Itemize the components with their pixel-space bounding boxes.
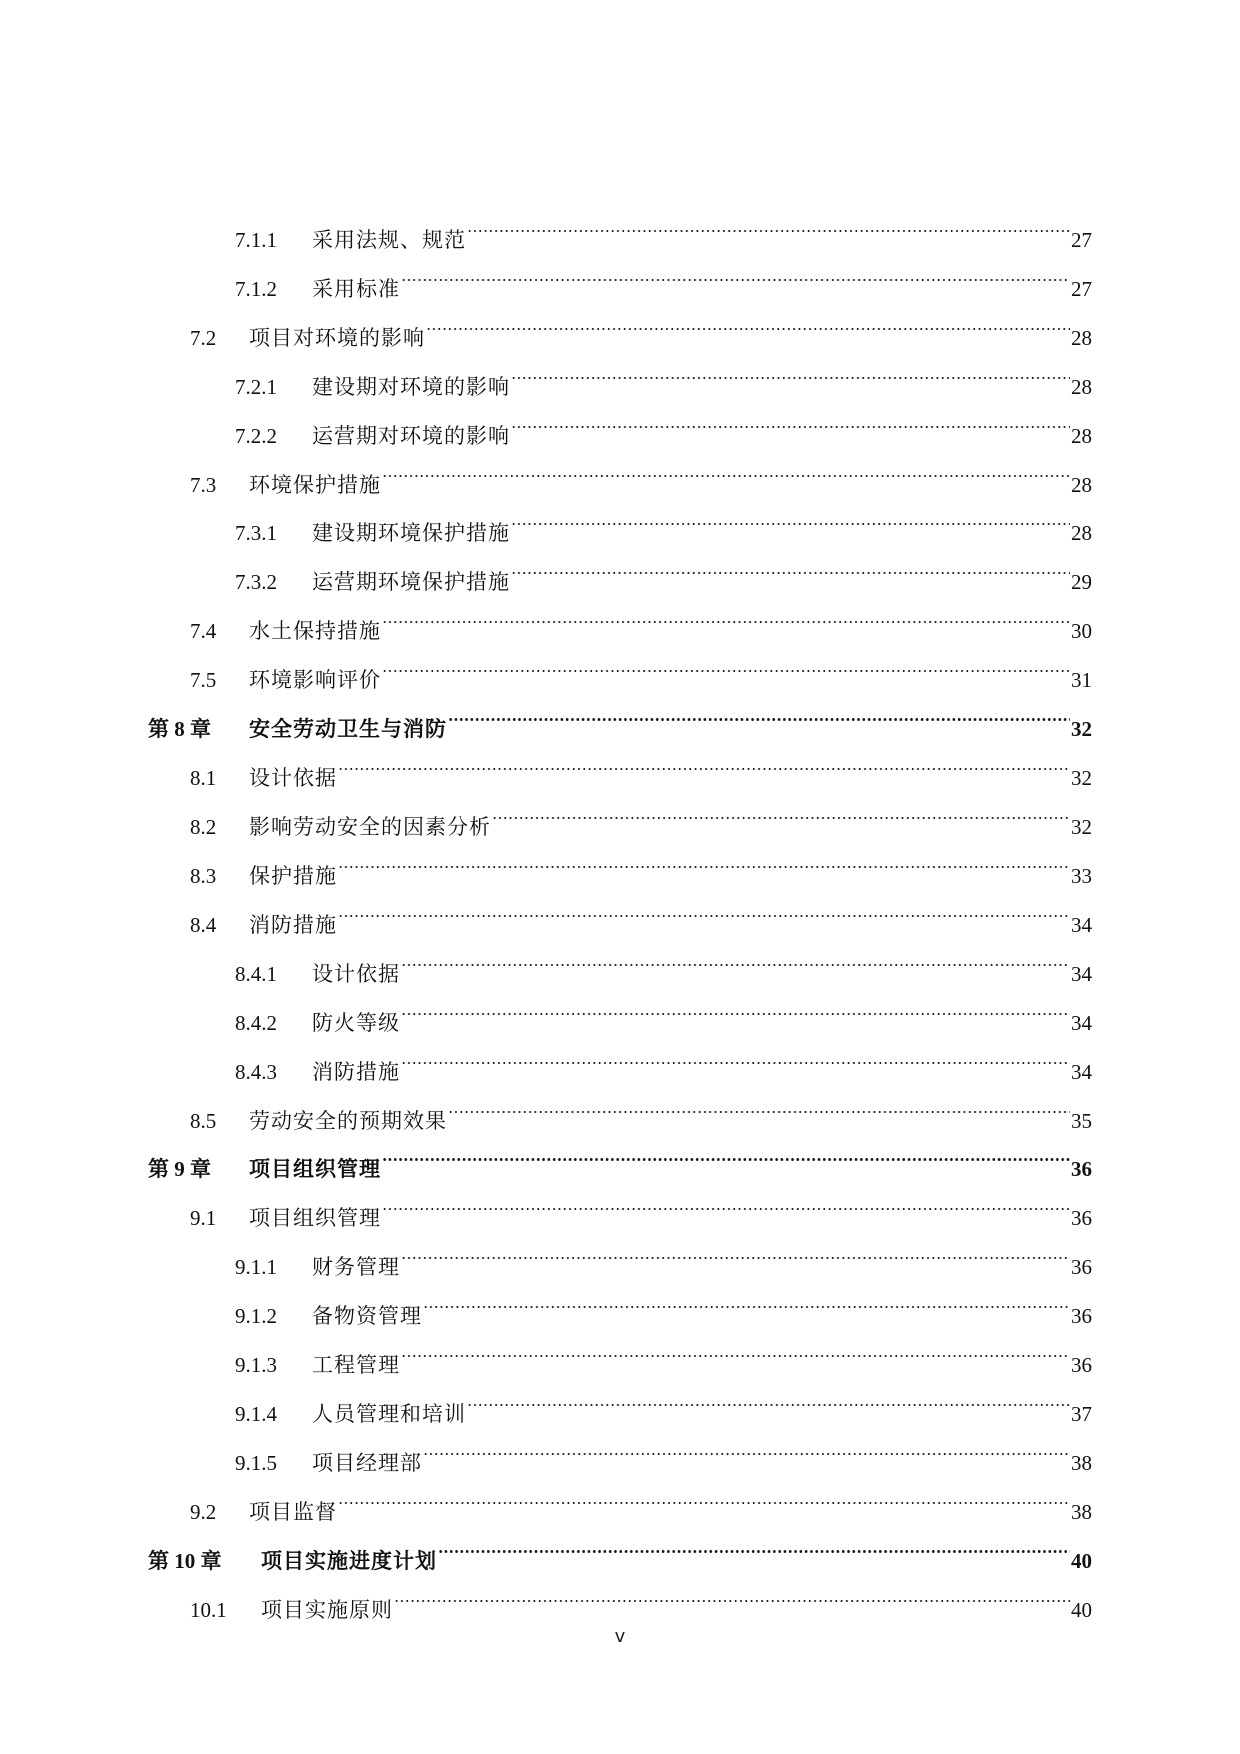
page-number-footer: v [614,1626,626,1647]
entry-number: 7.3.1 [235,521,277,546]
entry-number: 8.4.3 [235,1059,277,1084]
chapter-number: 第 10 章 [148,1548,222,1573]
entry-number: 8.5 [190,1108,217,1133]
entry-page: 36 [1071,1157,1092,1182]
chapter-number: 第 8 章 [148,717,211,742]
entry-title: 运营期环境保护措施 [312,570,510,595]
entry-page: 32 [1071,766,1092,791]
dot-leader [338,736,1070,785]
entry-title: 环境保护措施 [249,472,381,497]
dot-leader [511,345,1070,394]
entry-title: 采用标准 [312,276,400,301]
entry-number: 7.5 [190,668,217,693]
entry-title: 项目对环境的影响 [249,325,425,350]
toc-entry[interactable] [148,198,1092,252]
entry-title: 设计依据 [312,961,400,986]
entry-title: 项目经理部 [312,1450,422,1475]
entry-title: 保护措施 [249,863,337,888]
dot-leader [511,540,1070,589]
entry-number: 9.1.1 [235,1255,277,1280]
dot-leader [338,883,1070,932]
dot-leader [492,785,1070,834]
entry-number: 8.1 [190,766,217,791]
entry-title: 财务管理 [312,1255,400,1280]
entry-number: 9.1 [190,1206,217,1231]
entry-number: 7.1.1 [235,227,277,252]
entry-title: 建设期对环境的影响 [312,374,510,399]
entry-title: 防火等级 [312,1010,400,1035]
entry-page: 27 [1071,276,1092,301]
dot-leader [423,1274,1070,1323]
entry-title: 影响劳动安全的因素分析 [249,814,491,839]
dot-leader [438,1519,1070,1568]
entry-page: 38 [1071,1450,1092,1475]
entry-page: 40 [1071,1597,1092,1622]
entry-number: 7.3 [190,472,217,497]
entry-number: 9.1.4 [235,1402,277,1427]
entry-page: 37 [1071,1402,1092,1427]
entry-page: 34 [1071,1010,1092,1035]
dot-leader [401,932,1070,981]
entry-title: 工程管理 [312,1353,400,1378]
dot-leader [382,589,1070,638]
entry-title: 环境影响评价 [249,668,381,693]
entry-page: 34 [1071,912,1092,937]
entry-page: 38 [1071,1499,1092,1524]
entry-title: 设计依据 [249,766,337,791]
entry-page: 30 [1071,619,1092,644]
entry-page: 40 [1071,1548,1092,1573]
dot-leader [382,1176,1070,1225]
dot-leader [401,247,1070,296]
entry-number: 7.1.2 [235,276,277,301]
entry-page: 31 [1071,668,1092,693]
entry-page: 32 [1071,814,1092,839]
entry-page: 28 [1071,325,1092,350]
entry-page: 29 [1071,570,1092,595]
dot-leader [423,1421,1070,1470]
dot-leader [448,687,1070,736]
entry-page: 36 [1071,1353,1092,1378]
dot-leader [338,834,1070,883]
dot-leader [394,1568,1070,1617]
chapter-title: 项目实施进度计划 [261,1548,437,1573]
dot-leader [382,443,1070,492]
entry-number: 7.2 [190,325,217,350]
entry-page: 32 [1071,717,1092,742]
entry-page: 28 [1071,374,1092,399]
dot-leader [511,394,1070,443]
entry-title: 人员管理和培训 [312,1402,466,1427]
entry-title: 项目监督 [249,1499,337,1524]
entry-number: 8.4 [190,912,217,937]
chapter-title: 安全劳动卫生与消防 [249,717,447,742]
entry-number: 7.3.2 [235,570,277,595]
entry-title: 项目实施原则 [261,1597,393,1622]
entry-number: 8.4.1 [235,961,277,986]
dot-leader [401,1323,1070,1372]
entry-number: 9.2 [190,1499,217,1524]
entry-title: 采用法规、规范 [312,227,466,252]
entry-number: 10.1 [190,1597,227,1622]
entry-page: 28 [1071,521,1092,546]
dot-leader [467,198,1070,247]
entry-page: 27 [1071,227,1092,252]
dot-leader [382,638,1070,687]
entry-page: 35 [1071,1108,1092,1133]
entry-number: 7.2.1 [235,374,277,399]
entry-number: 9.1.3 [235,1353,277,1378]
chapter-title: 项目组织管理 [249,1157,381,1182]
chapter-number: 第 9 章 [148,1157,211,1182]
dot-leader [448,1079,1070,1128]
entry-page: 33 [1071,863,1092,888]
table-of-contents [148,198,1092,1622]
dot-leader [401,981,1070,1030]
dot-leader [511,492,1070,541]
entry-number: 8.4.2 [235,1010,277,1035]
entry-number: 9.1.5 [235,1450,277,1475]
dot-leader [382,1128,1070,1177]
entry-page: 36 [1071,1304,1092,1329]
dot-leader [426,296,1070,345]
entry-number: 7.4 [190,619,217,644]
entry-page: 28 [1071,472,1092,497]
entry-number: 8.2 [190,814,217,839]
entry-title: 消防措施 [249,912,337,937]
entry-number: 9.1.2 [235,1304,277,1329]
entry-page: 36 [1071,1206,1092,1231]
entry-title: 消防措施 [312,1059,400,1084]
entry-page: 36 [1071,1255,1092,1280]
entry-number: 7.2.2 [235,423,277,448]
entry-page: 34 [1071,961,1092,986]
entry-page: 28 [1071,423,1092,448]
entry-page: 34 [1071,1059,1092,1084]
dot-leader [467,1372,1070,1421]
entry-title: 建设期环境保护措施 [312,521,510,546]
entry-title: 水土保持措施 [249,619,381,644]
entry-number: 8.3 [190,863,217,888]
entry-title: 劳动安全的预期效果 [249,1108,447,1133]
entry-title: 项目组织管理 [249,1206,381,1231]
dot-leader [401,1030,1070,1079]
entry-title: 备物资管理 [312,1304,422,1329]
dot-leader [338,1470,1070,1519]
dot-leader [401,1225,1070,1274]
entry-title: 运营期对环境的影响 [312,423,510,448]
